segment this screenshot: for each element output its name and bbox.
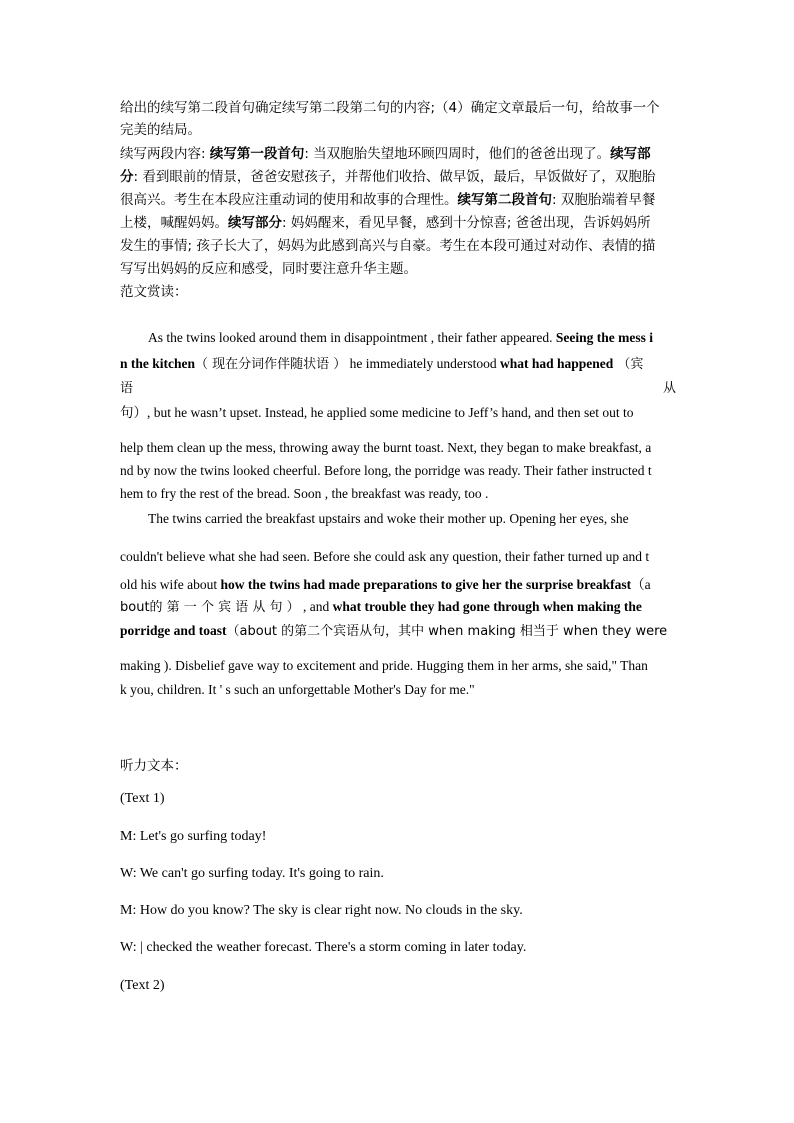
essay-line: nd by now the twins looked cheerful. Before long, the porridge was ready. Their father instructed t	[120, 463, 652, 478]
transcript-line: M: How do you know? The sky is clear right now. No clouds in the sky.	[120, 903, 523, 918]
bold-label: 续写第二段首句	[457, 192, 552, 208]
essay-line: hem to fry the rest of the bread. Soon , the breakfast was ready, too .	[120, 486, 489, 501]
section-heading: 听力文本：	[120, 758, 188, 774]
essay-line: 句）, but he wasn’t upset. Instead, he applied some medicine to Jeff’s hand, and then set out to	[120, 405, 634, 420]
bold-label: 分	[120, 169, 134, 185]
intro-line: 很高兴。考生在本段应注重动词的使用和故事的合理性。续写第二段首句: 双胞胎端着早餐	[120, 192, 656, 208]
essay-line: help them clean up the mess, throwing away the burnt toast. Next, they began to make breakfast, a	[120, 440, 652, 455]
essay-line: bout的 第 一 个 宾 语 从 句 ） , and what trouble they had gone through when making the	[120, 599, 642, 615]
bold-label: 续写第一段首句	[209, 146, 305, 162]
essay-line: old his wife about how the twins had made preparations to give her the surprise breakfast（a	[120, 577, 651, 592]
intro-line: 发生的事情; 孩子长大了，妈妈为此感到高兴与自豪。考生在本段可通过对动作、表情的描	[120, 238, 656, 254]
transcript-line: W: We can't go surfing today. It's going to rain.	[120, 866, 384, 881]
transcript-line: W: | checked the weather forecast. There's a storm coming in later today.	[120, 940, 527, 955]
essay-line: n the kitchen（ 现在分词作伴随状语 ） he immediately understood what had happened （宾	[120, 356, 644, 372]
intro-line: 完美的结局。	[120, 122, 201, 138]
bold-label: 续写部	[610, 146, 651, 162]
intro-line: 分: 看到眼前的情景，爸爸安慰孩子，并帮他们收拾、做早饭，最后，早饭做好了，双胞胎	[120, 169, 656, 185]
essay-line: 语 从	[120, 381, 676, 396]
intro-line: 续写两段内容: 续写第一段首句: 当双胞胎失望地环顾四周时，他们的爸爸出现了。续写部	[120, 146, 651, 162]
section-heading: 范文赏读：	[120, 284, 188, 300]
essay-line: making ). Disbelief gave way to excitement and pride. Hugging them in her arms, she said," Than	[120, 658, 648, 673]
essay-line: porridge and toast（about 的第二个宾语从句，其中 when making 相当于 when they were	[120, 623, 668, 639]
transcript-line: M: Let's go surfing today!	[120, 829, 267, 844]
intro-line: 上楼，喊醒妈妈。续写部分: 妈妈醒来，看见早餐，感到十分惊喜; 爸爸出现，告诉妈妈所	[120, 215, 651, 231]
intro-line: 给出的续写第二段首句确定续写第二段第二句的内容;（4）确定文章最后一句，给故事一个	[120, 100, 660, 116]
intro-line: 写写出妈妈的反应和感受，同时要注意升华主题。	[120, 261, 417, 277]
essay-line: couldn't believe what she had seen. Before she could ask any question, their father turned up and t	[120, 549, 650, 564]
essay-line: The twins carried the breakfast upstairs and woke their mother up. Opening her eyes, she	[148, 511, 629, 526]
transcript-line: (Text 2)	[120, 978, 165, 993]
bold-label: 续写部分	[228, 215, 282, 231]
essay-line: As the twins looked around them in disappointment , their father appeared. Seeing the mess i	[148, 330, 654, 345]
essay-line: k you, children. It ' s such an unforgettable Mother's Day for me."	[120, 682, 475, 697]
transcript-line: (Text 1)	[120, 791, 165, 806]
